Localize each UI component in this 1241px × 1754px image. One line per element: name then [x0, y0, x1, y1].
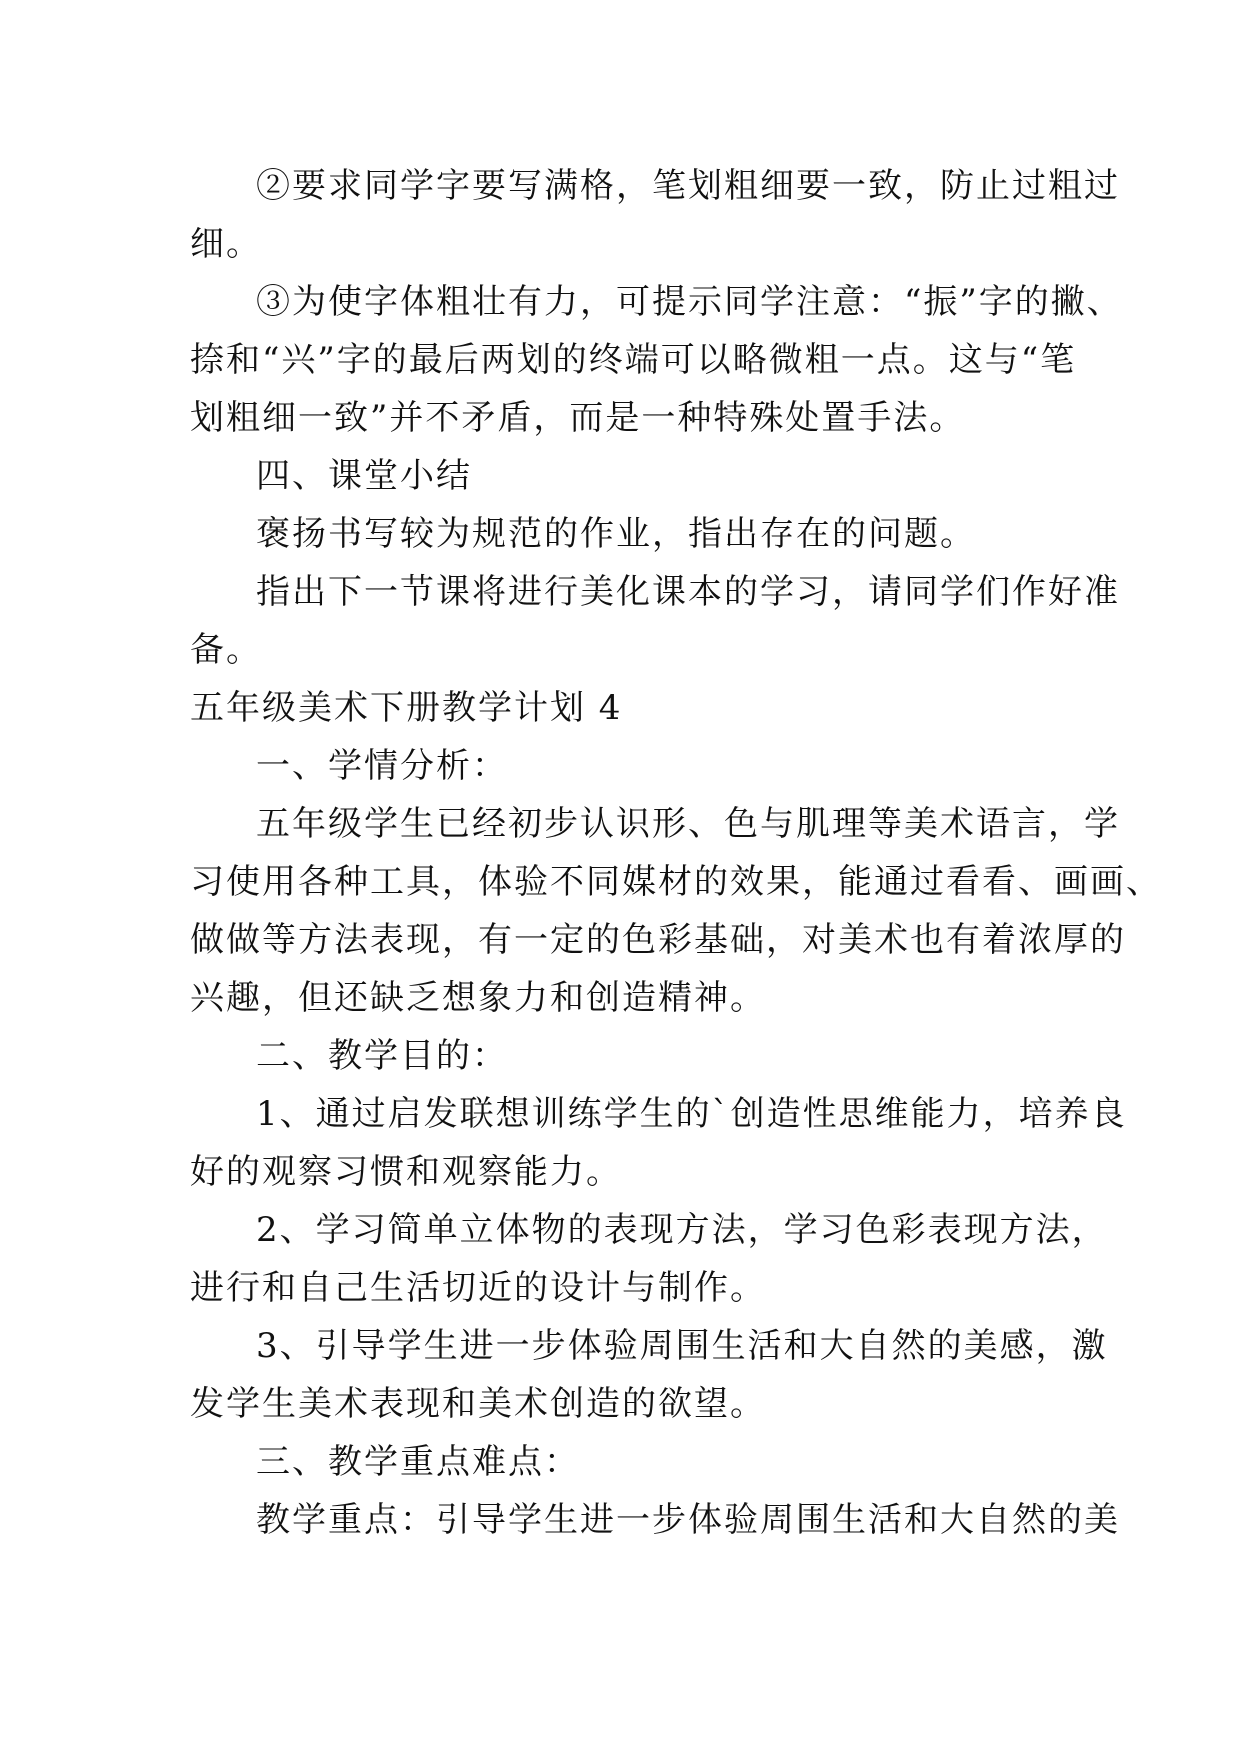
paragraph-line: 发学生美术表现和美术创造的欲望。: [190, 1384, 766, 1424]
paragraph-line: 做做等方法表现，有一定的色彩基础，对美术也有着浓厚的: [190, 920, 1126, 960]
section-heading: 二、教学目的：: [256, 1036, 508, 1076]
paragraph-line: 2、学习简单立体物的表现方法，学习色彩表现方法，: [256, 1210, 1108, 1250]
document-title: 五年级美术下册教学计划 4: [190, 688, 623, 728]
paragraph-line: 细。: [190, 224, 262, 264]
paragraph-line: ③为使字体粗壮有力，可提示同学注意：“振”字的撇、: [256, 282, 1123, 322]
paragraph-line: 五年级学生已经初步认识形、色与肌理等美术语言，学: [256, 804, 1120, 844]
section-heading: 一、学情分析：: [256, 746, 508, 786]
paragraph-line: 划粗细一致”并不矛盾，而是一种特殊处置手法。: [190, 398, 966, 438]
paragraph-line: 褒扬书写较为规范的作业，指出存在的问题。: [256, 514, 976, 554]
section-heading: 三、教学重点难点：: [256, 1442, 580, 1482]
paragraph-line: 教学重点：引导学生进一步体验周围生活和大自然的美: [256, 1500, 1120, 1540]
paragraph-line: 指出下一节课将进行美化课本的学习，请同学们作好准: [256, 572, 1120, 612]
paragraph-line: 好的观察习惯和观察能力。: [190, 1152, 622, 1192]
paragraph-line: 3、引导学生进一步体验周围生活和大自然的美感，激: [256, 1326, 1108, 1366]
section-heading: 四、课堂小结: [256, 456, 472, 496]
paragraph-line: ②要求同学字要写满格，笔划粗细要一致，防止过粗过: [256, 166, 1120, 206]
paragraph-line: 1、通过启发联想训练学生的`创造性思维能力，培养良: [256, 1094, 1127, 1134]
paragraph-line: 捺和“兴”字的最后两划的终端可以略微粗一点。这与“笔: [190, 340, 1077, 380]
paragraph-line: 备。: [190, 630, 262, 670]
paragraph-line: 兴趣，但还缺乏想象力和创造精神。: [190, 978, 766, 1018]
paragraph-line: 进行和自己生活切近的设计与制作。: [190, 1268, 766, 1308]
paragraph-line: 习使用各种工具，体验不同媒材的效果，能通过看看、画画、: [190, 862, 1162, 902]
